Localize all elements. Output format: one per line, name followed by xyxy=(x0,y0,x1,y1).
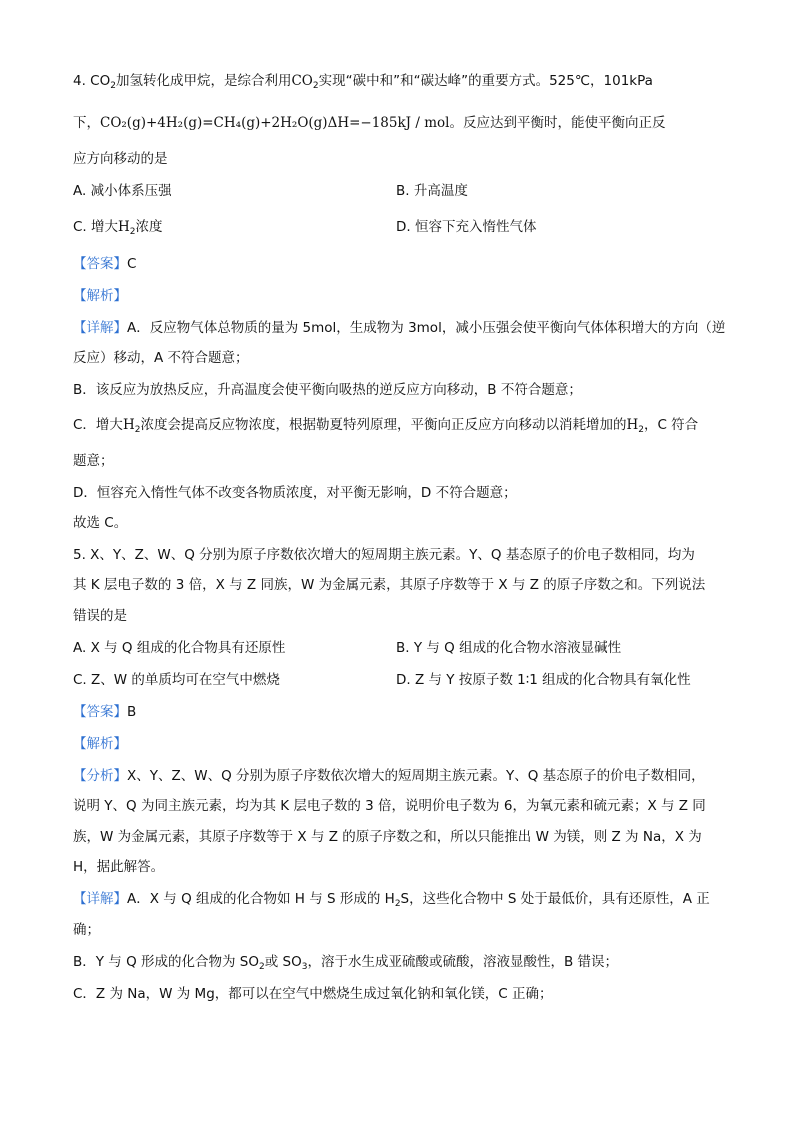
q5-fenxi-line-2: 说明 Y、Q 为同主族元素，均为其 K 层电子数的 3 倍，说明价电子数为 6，为氧元素和硫元素；X 与 Z 同 xyxy=(73,798,706,814)
thermochemical-equation: CO₂(g)+4H₂(g)=CH₄(g)+2H₂O(g)ΔH=−185kJ / mol xyxy=(100,115,450,131)
q5-option-b: B. Y 与 Q 组成的化合物水溶液显碱性 xyxy=(396,640,622,656)
q4-detail-line-4: C．增大$H_2$浓度会提高反应物浓度，根据勒夏特列原理，平衡向正反应方向移动以消耗增加的$H_2$，C 符合 xyxy=(73,417,699,435)
q5-option-d: D. Z 与 Y 按原子数 1∶1 组成的化合物具有氧化性 xyxy=(396,672,691,688)
q5-stem-line-1: 5. X、Y、Z、W、Q 分别为原子序数依次增大的短周期主族元素。Y、Q 基态原子的价电子数相同，均为 xyxy=(73,547,695,563)
q5-detail-line-1: 【详解】A．X 与 Q 组成的化合物如 H 与 S 形成的 $H_2S$，这些化合物中 S 处于最低价，具有还原性，A 正 xyxy=(73,891,710,909)
answer-tag: 【答案】 xyxy=(73,704,127,720)
q4-answer: 【答案】C xyxy=(73,256,137,272)
q4-detail-line-1: 【详解】A．反应物气体总物质的量为 5mol，生成物为 3mol，减小压强会使平衡向气体体积增大的方向（逆 xyxy=(73,320,726,336)
q4-option-a: A. 减小体系压强 xyxy=(73,183,172,199)
q4-detail-line-2: 反应）移动，A 不符合题意； xyxy=(73,350,249,366)
q4-detail-line-3: B．该反应为放热反应，升高温度会使平衡向吸热的逆反应方向移动，B 不符合题意； xyxy=(73,382,582,398)
q4-option-b: B. 升高温度 xyxy=(396,183,468,199)
q5-option-c: C. Z、W 的单质均可在空气中燃烧 xyxy=(73,672,280,688)
q5-fenxi-line-4: H，据此解答。 xyxy=(73,859,165,875)
q4-option-d: D. 恒容下充入惰性气体 xyxy=(396,219,537,235)
q5-fenxi-line-1: 【分析】X、Y、Z、W、Q 分别为原子序数依次增大的短周期主族元素。Y、Q 基态原子的价电子数相同， xyxy=(73,768,705,784)
q4-stem-line-2: 下，CO₂(g)+4H₂(g)=CH₄(g)+2H₂O(g)ΔH=−185kJ / mol。反应达到平衡时，能使平衡向正反 xyxy=(73,115,666,131)
q4-detail-line-6: D．恒容充入惰性气体不改变各物质浓度，对平衡无影响，D 不符合题意； xyxy=(73,485,517,501)
q5-detail-line-3: B．Y 与 Q 形成的化合物为 $SO_2$或 $SO_3$，溶于水生成亚硫酸或硫酸，溶液显酸性，B 错误； xyxy=(73,954,619,972)
q5-analysis-heading: 【解析】 xyxy=(73,736,127,752)
q4-analysis-heading: 【解析】 xyxy=(73,288,127,304)
q4-stem-line-3: 应方向移动的是 xyxy=(73,151,168,167)
answer-tag: 【答案】 xyxy=(73,256,127,272)
q5-stem-line-3: 错误的是 xyxy=(73,608,127,624)
q4-stem-line-1: 4. $CO_2$加氢转化成甲烷，是综合利用$CO_2$实现“碳中和”和“碳达峰”的重要方式。525℃，101kPa xyxy=(73,73,653,91)
q5-answer: 【答案】B xyxy=(73,704,137,720)
q5-detail-line-2: 确； xyxy=(73,922,100,938)
q5-fenxi-line-3: 族，W 为金属元素，其原子序数等于 X 与 Z 的原子序数之和，所以只能推出 W 为镁，则 Z 为 Na，X 为 xyxy=(73,829,702,845)
q5-detail-line-4: C．Z 为 Na，W 为 Mg，都可以在空气中燃烧生成过氧化钠和氧化镁，C 正确； xyxy=(73,986,553,1002)
q5-option-a: A. X 与 Q 组成的化合物具有还原性 xyxy=(73,640,286,656)
q4-detail-line-5: 题意； xyxy=(73,453,114,469)
q4-option-c: C. 增大$H_2$浓度 xyxy=(73,219,163,237)
q5-stem-line-2: 其 K 层电子数的 3 倍，X 与 Z 同族，W 为金属元素，其原子序数等于 X 与 Z 的原子序数之和。下列说法 xyxy=(73,577,706,593)
q4-conclusion: 故选 C。 xyxy=(73,515,128,531)
